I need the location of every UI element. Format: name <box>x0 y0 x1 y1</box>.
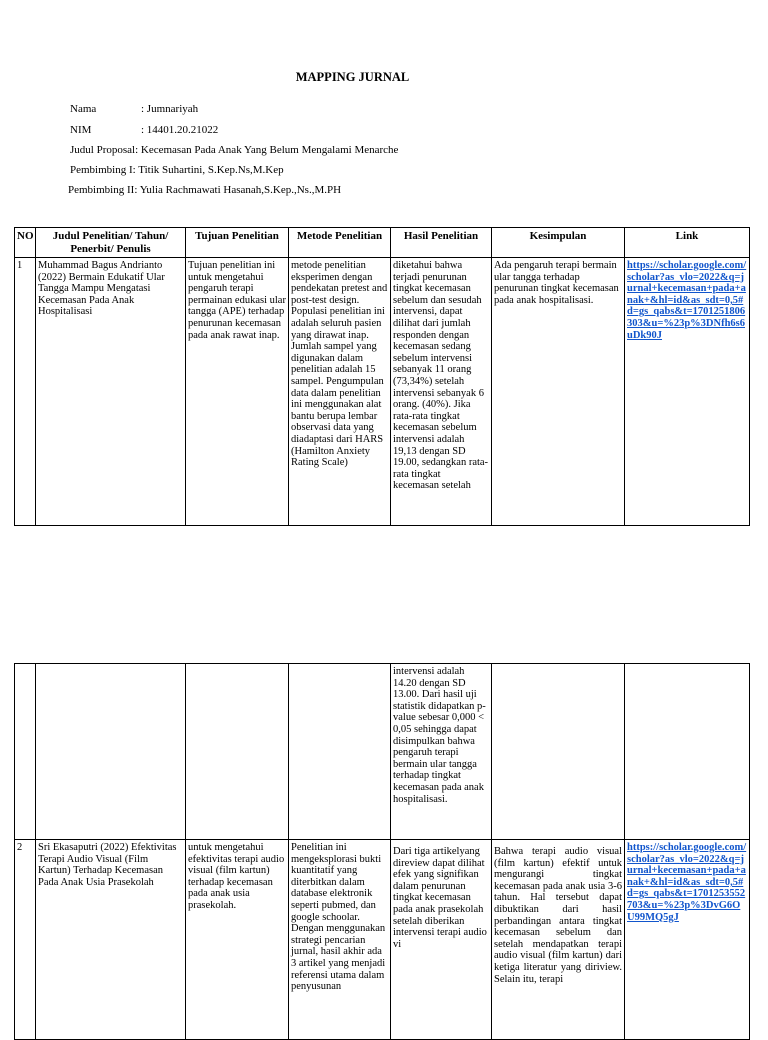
judul-proposal-line <box>70 144 398 156</box>
row-2-kesimpulan: Bahwa terapi audio visual (film kartun) efektif untuk mengurangi tingkat kecemasan pada anak usia 3-6 tahun. Hal tersebut dapat dibuktikan dari hasil perbandingan antara tingkat kecemasan sebelum dan setelah mendapatkan terapi audio visual (film kartun) dari ketiga literatur yang diriview. Selain itu, terapi <box>492 840 625 1040</box>
pembimbing-2-value: : Yulia Rachmawati Hasanah,S.Kep.,Ns.,M.PH <box>134 184 342 196</box>
row-1-cont-no <box>15 664 36 840</box>
nim-line <box>70 124 218 136</box>
row-1-link[interactable] <box>625 258 750 526</box>
row-2-link[interactable] <box>625 840 750 1040</box>
nama-value: : Jumnariyah <box>141 103 199 115</box>
header-hasil: Hasil Penelitian <box>391 228 492 258</box>
header-metode: Metode Penelitian <box>289 228 391 258</box>
judul-proposal-label: Judul Proposal <box>70 144 136 156</box>
row-1-judul: Muhammad Bagus Andrianto (2022) Bermain Edukatif Ular Tangga Mampu Mengatasi Kecemasan Pada Anak Hospitalisasi <box>36 258 186 526</box>
table-header-row <box>15 228 750 258</box>
judul-proposal-value: : Kecemasan Pada Anak Yang Belum Mengalami Menarche <box>135 144 399 156</box>
row-2-tujuan: untuk mengetahui efektivitas terapi audio visual (film kartun) terhadap kecemasan pada anak usia prasekolah. <box>186 840 289 1040</box>
pembimbing-2-label: Pembimbing II <box>68 184 135 196</box>
header-no: NO <box>15 228 36 258</box>
row-1-kesimpulan: Ada pengaruh terapi bermain ular tangga terhadap penurunan tingkat kecemasan pada anak hospitalisasi. <box>492 258 625 526</box>
row-2-link-anchor[interactable]: https://scholar.google.com/scholar?as_vlo=2022&q=jurnal+kecemasan+pada+anak+&hl=id&as_sdt=0,5#d=gs_qabs&t=1701253552703&u=%23p%3DvG6OU99MQ5gJ <box>627 842 747 923</box>
row-2-judul: Sri Ekasaputri (2022) Efektivitas Terapi Audio Visual (Film Kartun) Terhadap Kecemasan Pada Anak Usia Prasekolah <box>36 840 186 1040</box>
mapping-table-page-1 <box>14 227 750 526</box>
row-2-no: 2 <box>15 840 36 1040</box>
nama-label: Nama <box>70 103 97 115</box>
pembimbing-2-line <box>68 184 341 196</box>
mapping-table-page-2 <box>14 663 750 1040</box>
row-1-cont-hasil: intervensi adalah 14.20 dengan SD 13.00. Dari hasil uji statistik didapatkan p-value sebesar 0,000 < 0,05 sehingga dapat disimpulkan bahwa pengaruh terapi bermain ular tangga terhadap tingkat kecemasan pada anak hospitalisasi. <box>391 664 492 840</box>
row-1-cont-kesimpulan <box>492 664 625 840</box>
row-1-metode: metode penelitian eksperimen dengan pendekatan pretest and post-test design. Populasi penelitian ini adalah seluruh pasien yang dirawat inap. Jumlah sampel yang digunakan dalam penelitian adalah 15 sampel. Pengumpulan data dalam penelitian ini menggunakan alat bantu berupa lembar observasi data yang diadaptasi dari HARS (Hamilton Anxiety Rating Scale) <box>289 258 391 526</box>
pembimbing-1-line <box>70 164 284 176</box>
row-1-hasil: diketahui bahwa terjadi penurunan tingkat kecemasan sebelum dan sesudah intervensi, dapat dilihat dari jumlah responden dengan kecemasan sedang sebelum intervensi sebanyak 11 orang (73,34%) setelah intervensi sebanyak 6 orang. (40%). Jika rata-rata tingkat kecemasan sebelum intervensi adalah 19,13 dengan SD 19.00, sedangkan rata-rata tingkat kecemasan setelah <box>391 258 492 526</box>
pembimbing-1-value: : Titik Suhartini, S.Kep.Ns,M.Kep <box>132 164 284 176</box>
pembimbing-1-label: Pembimbing I <box>70 164 133 176</box>
row-1-no: 1 <box>15 258 36 526</box>
row-1-tujuan: Tujuan penelitian ini untuk mengetahui pengaruh terapi permainan edukasi ular tangga (APE) terhadap penurunan kecemasan pada anak rawat inap. <box>186 258 289 526</box>
row-1-cont-tujuan <box>186 664 289 840</box>
table-row <box>15 258 750 526</box>
row-1-cont-metode <box>289 664 391 840</box>
row-1-cont-link <box>625 664 750 840</box>
document-page-2 <box>0 560 768 1024</box>
nama-line <box>70 103 198 115</box>
header-judul: Judul Penelitian/ Tahun/ Penerbit/ Penulis <box>36 228 186 258</box>
nim-label: NIM <box>70 124 92 136</box>
row-1-link-anchor[interactable]: https://scholar.google.com/scholar?as_vlo=2022&q=jurnal+kecemasan+pada+anak+&hl=id&as_sdt=0,5#d=gs_qabs&t=1701251806303&u=%23p%3DNfh6s6uDk90J <box>627 260 747 341</box>
row-1-cont-judul <box>36 664 186 840</box>
document-title: MAPPING JURNAL <box>295 70 410 84</box>
row-2-hasil: Dari tiga artikelyang direview dapat dilihat efek yang signifikan dalam penurunan tingkat kecemasan pada anak prasekolah setelah diberikan intervensi terapi audio vi <box>391 840 492 1040</box>
header-tujuan: Tujuan Penelitian <box>186 228 289 258</box>
table-row <box>15 840 750 1040</box>
row-2-metode: Penelitian ini mengeksplorasi bukti kuantitatif yang diterbitkan dalam database elektronik seperti pubmed, dan google schoolar. Dengan menggunakan strategi pencarian jurnal, hasil akhir ada 3 artikel yang menjadi referensi utama dalam penyusunan <box>289 840 391 1040</box>
table-row <box>15 664 750 840</box>
header-link: Link <box>625 228 750 258</box>
header-kesimpulan: Kesimpulan <box>492 228 625 258</box>
nim-value: : 14401.20.21022 <box>141 124 219 136</box>
